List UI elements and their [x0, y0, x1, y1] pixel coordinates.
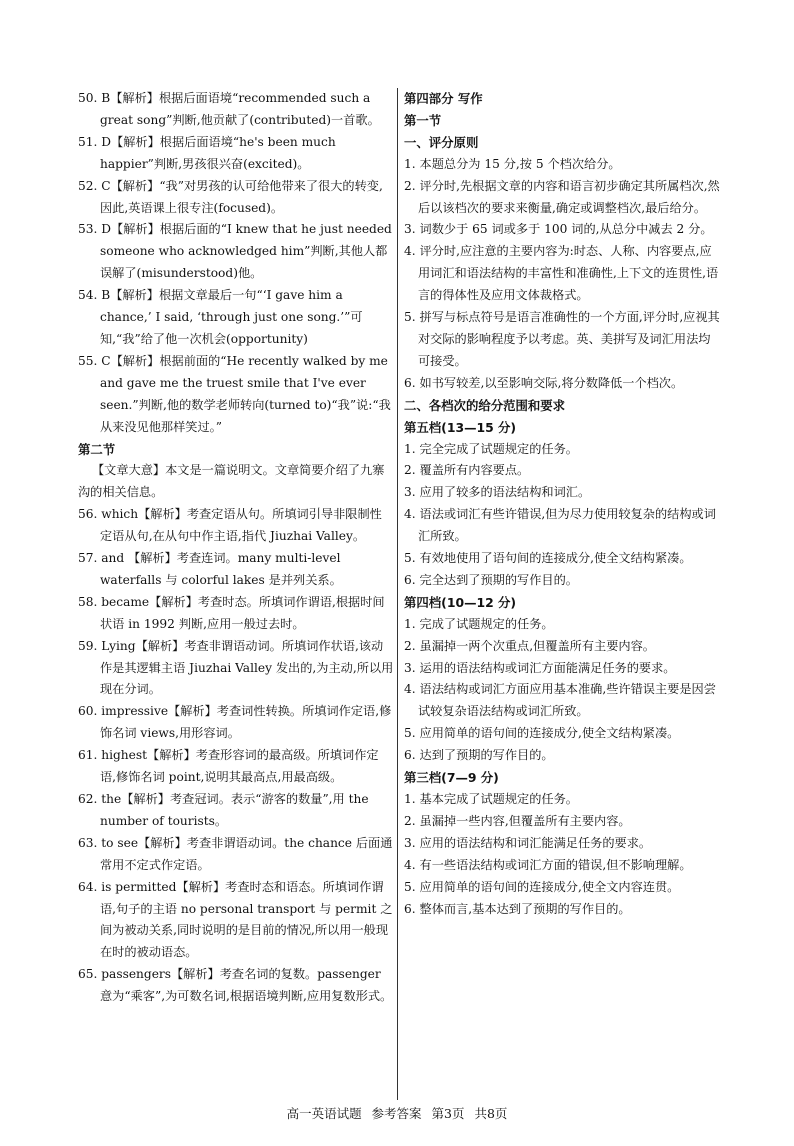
- left-column: [78, 88, 394, 1008]
- answer-61: 61. highest【解析】考查形容词的最高级。所填词作定语,修饰名词 point,说明其最高点,用最高级。: [78, 748, 379, 785]
- principle-item: 3. 词数少于 65 词或多于 100 词的,从总分中减去 2 分。: [404, 222, 713, 237]
- answer-57: 57. and 【解析】考查连词。many multi-level waterfalls 与 colorful lakes 是并列关系。: [78, 551, 342, 587]
- grade-3-item: 6. 整体而言,基本达到了预期的写作目的。: [404, 901, 631, 916]
- answer-56: 56. which【解析】考查定语从句。所填词引导非限制性定语从句,在从句中作主语,指代 Jiuzhai Valley。: [78, 507, 382, 544]
- answer-59: 59. Lying【解析】考查非谓语动词。所填词作状语,该动作是其逻辑主语 Jiuzhai Valley 发出的,为主动,所以用现在分词。: [78, 638, 394, 697]
- answer-50: 50. B【解析】根据后面语境“recommended such a great song”判断,他贡献了(contributed)一首歌。: [78, 91, 380, 127]
- answer-52: 52. C【解析】“我”对男孩的认可给他带来了很大的转变,因此,英语课上很专注(focused)。: [78, 178, 383, 215]
- answer-58: 58. became【解析】考查时态。所填词作谓语,根据时间状语 in 1992 判断,应用一般过去时。: [78, 594, 385, 631]
- grade-4-item: 4. 语法结构或词汇方面应用基本准确,些许错误主要是因尝试较复杂语法结构或词汇所致。: [404, 682, 716, 719]
- grade-3-item: 2. 虽漏掉一些内容,但覆盖所有主要内容。: [404, 813, 631, 828]
- grade-4-heading: 第四档(10—12 分): [404, 594, 517, 610]
- answer-53: 53. D【解析】根据后面的“I knew that he just needed someone who acknowledged him”判断,其他人都误解了(misunderstood)他。: [78, 222, 392, 281]
- section-1-heading: 第一节: [404, 112, 442, 128]
- section-2-heading: 第二节: [78, 441, 116, 457]
- principle-item: 5. 拼写与标点符号是语言准确性的一个方面,评分时,应视其对交际的影响程度予以考虑。英、美拼写及词汇用法均可接受。: [404, 310, 720, 368]
- article-summary: 【文章大意】本文是一篇说明文。文章简要介绍了九寨沟的相关信息。: [78, 463, 385, 500]
- grade-5-item: 3. 应用了较多的语法结构和词汇。: [404, 485, 591, 500]
- scoring-principles-heading: 一、评分原则: [404, 134, 479, 150]
- grade-ranges-heading: 二、各档次的给分范围和要求: [404, 397, 566, 413]
- principle-item: 2. 评分时,先根据文章的内容和语言初步确定其所属档次,然后以该档次的要求来衡量,确定或调整档次,最后给分。: [404, 178, 720, 215]
- grade-3-item: 3. 应用的语法结构和词汇能满足任务的要求。: [404, 835, 652, 850]
- answer-62: 62. the【解析】考查冠词。表示“游客的数量”,用 the number of tourists。: [78, 792, 369, 828]
- principle-item: 4. 评分时,应注意的主要内容为:时态、人称、内容要点,应用词汇和语法结构的丰富性和准确性,上下文的连贯性,语言的得体性及应用文体裁格式。: [404, 244, 719, 303]
- answer-51: 51. D【解析】根据后面语境“he's been much happier”判断,男孩很兴奋(excited)。: [78, 134, 336, 171]
- grade-3-item: 4. 有一些语法结构或词汇方面的错误,但不影响理解。: [404, 857, 692, 872]
- principle-item: 1. 本题总分为 15 分,按 5 个档次给分。: [404, 156, 621, 171]
- grade-4-item: 1. 完成了试题规定的任务。: [404, 616, 554, 631]
- column-divider: [397, 88, 398, 1100]
- grade-5-item: 2. 覆盖所有内容要点。: [404, 463, 530, 478]
- grade-5-item: 1. 完全完成了试题规定的任务。: [404, 441, 578, 456]
- part-4-heading: 第四部分 写作: [404, 91, 483, 106]
- grade-5-item: 6. 完全达到了预期的写作目的。: [404, 572, 578, 587]
- grade-4-item: 6. 达到了预期的写作目的。: [404, 748, 554, 763]
- answer-55: 55. C【解析】根据前面的“He recently walked by me and gave me the truest smile that I've ever seen.”判断,他的数学老师转向(turned to)“我”说:“我从来没见他那样笑过。”: [78, 353, 391, 434]
- grade-5-item: 4. 语法或词汇有些许错误,但为尽力使用较复杂的结构或词汇所致。: [404, 507, 716, 544]
- answer-60: 60. impressive【解析】考查词性转换。所填词作定语,修饰名词 views,用形容词。: [78, 704, 392, 741]
- grade-4-item: 3. 运用的语法结构或词汇方面能满足任务的要求。: [404, 660, 676, 675]
- grade-5-item: 5. 有效地使用了语句间的连接成分,使全文结构紧凑。: [404, 551, 692, 566]
- grade-4-item: 5. 应用简单的语句间的连接成分,使全文结构紧凑。: [404, 726, 680, 741]
- right-column: [404, 88, 722, 920]
- grade-3-item: 5. 应用简单的语句间的连接成分,使全文内容连贯。: [404, 879, 680, 894]
- answer-64: 64. is permitted【解析】考查时态和语态。所填词作谓语,句子的主语 no personal transport 与 permit 之间为被动关系,同时说明的是目前的情况,所以用一般现在时的被动语态。: [78, 879, 393, 960]
- grade-4-item: 2. 虽漏掉一两个次重点,但覆盖所有主要内容。: [404, 638, 655, 653]
- answer-65: 65. passengers【解析】考查名词的复数。passenger 意为“乘客”,为可数名词,根据语境判断,应用复数形式。: [78, 967, 393, 1004]
- grade-5-heading: 第五档(13—15 分): [404, 419, 517, 435]
- answer-54: 54. B【解析】根据文章最后一句“‘I gave him a chance,’ I said, ‘through just one song.’”可知,“我”给了他一次机会(opportunity): [78, 288, 363, 346]
- principle-item: 6. 如书写较差,以至影响交际,将分数降低一个档次。: [404, 375, 684, 390]
- answer-63: 63. to see【解析】考查非谓语动词。the chance 后面通常用不定式作定语。: [78, 835, 393, 872]
- page-footer: 高一英语试题 参考答案 第3页 共8页: [286, 1106, 508, 1121]
- grade-3-heading: 第三档(7—9 分): [404, 770, 499, 786]
- grade-3-item: 1. 基本完成了试题规定的任务。: [404, 792, 578, 806]
